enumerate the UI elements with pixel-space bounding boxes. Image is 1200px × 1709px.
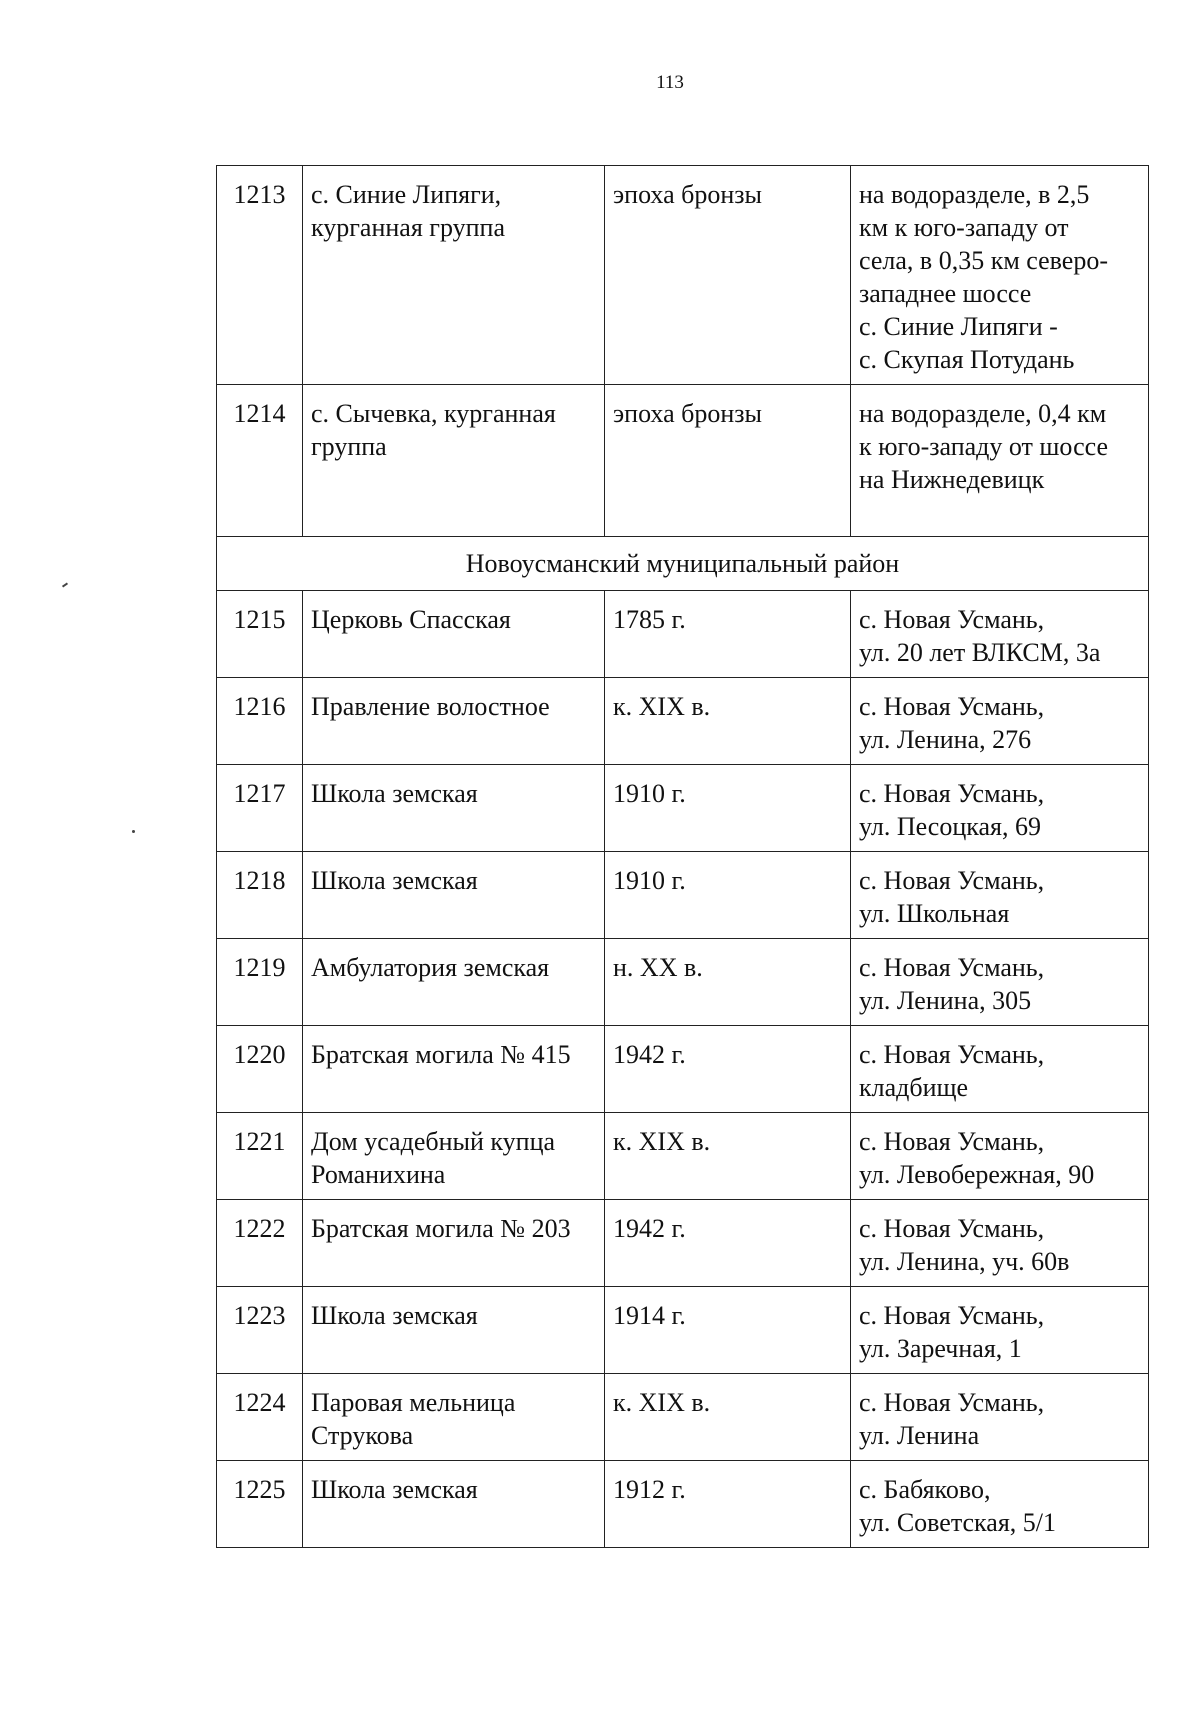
- object-date: к. XIX в.: [605, 678, 851, 765]
- object-name: Правление волостное: [303, 678, 605, 765]
- table-row: [217, 591, 1149, 678]
- table-row: [217, 939, 1149, 1026]
- object-location: на водоразделе, 0,4 км к юго-западу от шоссе на Нижнедевицк: [851, 385, 1149, 537]
- row-number: 1213: [217, 166, 303, 385]
- table-row: [217, 678, 1149, 765]
- object-date: 1914 г.: [605, 1287, 851, 1374]
- object-name: Братская могила № 415: [303, 1026, 605, 1113]
- object-name: Школа земская: [303, 765, 605, 852]
- row-number: 1219: [217, 939, 303, 1026]
- table-row: [217, 1461, 1149, 1548]
- object-location: с. Новая Усмань, ул. Песоцкая, 69: [851, 765, 1149, 852]
- object-name: Братская могила № 203: [303, 1200, 605, 1287]
- object-date: 1910 г.: [605, 765, 851, 852]
- object-date: эпоха бронзы: [605, 166, 851, 385]
- section-title: Новоусманский муниципальный район: [217, 537, 1149, 591]
- object-date: эпоха бронзы: [605, 385, 851, 537]
- object-date: к. XIX в.: [605, 1374, 851, 1461]
- row-number: 1221: [217, 1113, 303, 1200]
- heritage-register-table: [216, 165, 1149, 1548]
- row-number: 1215: [217, 591, 303, 678]
- table-row: [217, 1113, 1149, 1200]
- row-number: 1214: [217, 385, 303, 537]
- object-name: Школа земская: [303, 1287, 605, 1374]
- table-row: [217, 385, 1149, 537]
- object-name: Паровая мельница Струкова: [303, 1374, 605, 1461]
- row-number: 1222: [217, 1200, 303, 1287]
- table-row: [217, 1026, 1149, 1113]
- row-number: 1217: [217, 765, 303, 852]
- object-location: с. Новая Усмань, ул. Левобережная, 90: [851, 1113, 1149, 1200]
- table-row: [217, 1287, 1149, 1374]
- table-row: [217, 166, 1149, 385]
- object-date: н. XX в.: [605, 939, 851, 1026]
- object-location: с. Бабяково, ул. Советская, 5/1: [851, 1461, 1149, 1548]
- row-number: 1216: [217, 678, 303, 765]
- row-number: 1218: [217, 852, 303, 939]
- object-location: с. Новая Усмань, ул. Ленина: [851, 1374, 1149, 1461]
- object-location: с. Новая Усмань, ул. Школьная: [851, 852, 1149, 939]
- object-location: с. Новая Усмань, ул. 20 лет ВЛКСМ, 3а: [851, 591, 1149, 678]
- table-body: [217, 591, 1149, 1548]
- page-number: 113: [656, 72, 684, 93]
- object-name: Церковь Спасская: [303, 591, 605, 678]
- table-row: [217, 852, 1149, 939]
- object-location: с. Новая Усмань, ул. Ленина, уч. 60в: [851, 1200, 1149, 1287]
- section-header-row: [217, 537, 1149, 591]
- object-date: 1785 г.: [605, 591, 851, 678]
- object-name: Амбулатория земская: [303, 939, 605, 1026]
- object-location: с. Новая Усмань, ул. Ленина, 305: [851, 939, 1149, 1026]
- object-name: Школа земская: [303, 1461, 605, 1548]
- object-date: 1942 г.: [605, 1200, 851, 1287]
- table-row: [217, 1200, 1149, 1287]
- object-date: 1910 г.: [605, 852, 851, 939]
- object-name: с. Синие Липяги, курганная группа: [303, 166, 605, 385]
- object-name: Дом усадебный купца Романихина: [303, 1113, 605, 1200]
- object-location: с. Новая Усмань, ул. Ленина, 276: [851, 678, 1149, 765]
- object-location: с. Новая Усмань, ул. Заречная, 1: [851, 1287, 1149, 1374]
- object-name: Школа земская: [303, 852, 605, 939]
- table-row: [217, 1374, 1149, 1461]
- row-number: 1220: [217, 1026, 303, 1113]
- row-number: 1225: [217, 1461, 303, 1548]
- row-number: 1224: [217, 1374, 303, 1461]
- row-number: 1223: [217, 1287, 303, 1374]
- object-location: с. Новая Усмань, кладбище: [851, 1026, 1149, 1113]
- object-date: к. XIX в.: [605, 1113, 851, 1200]
- object-date: 1942 г.: [605, 1026, 851, 1113]
- object-date: 1912 г.: [605, 1461, 851, 1548]
- table-row: [217, 765, 1149, 852]
- object-name: с. Сычевка, курганная группа: [303, 385, 605, 537]
- object-location: на водоразделе, в 2,5 км к юго-западу от села, в 0,35 км северо- западнее шоссе с. Синие Липяги - с. Скупая Потудань: [851, 166, 1149, 385]
